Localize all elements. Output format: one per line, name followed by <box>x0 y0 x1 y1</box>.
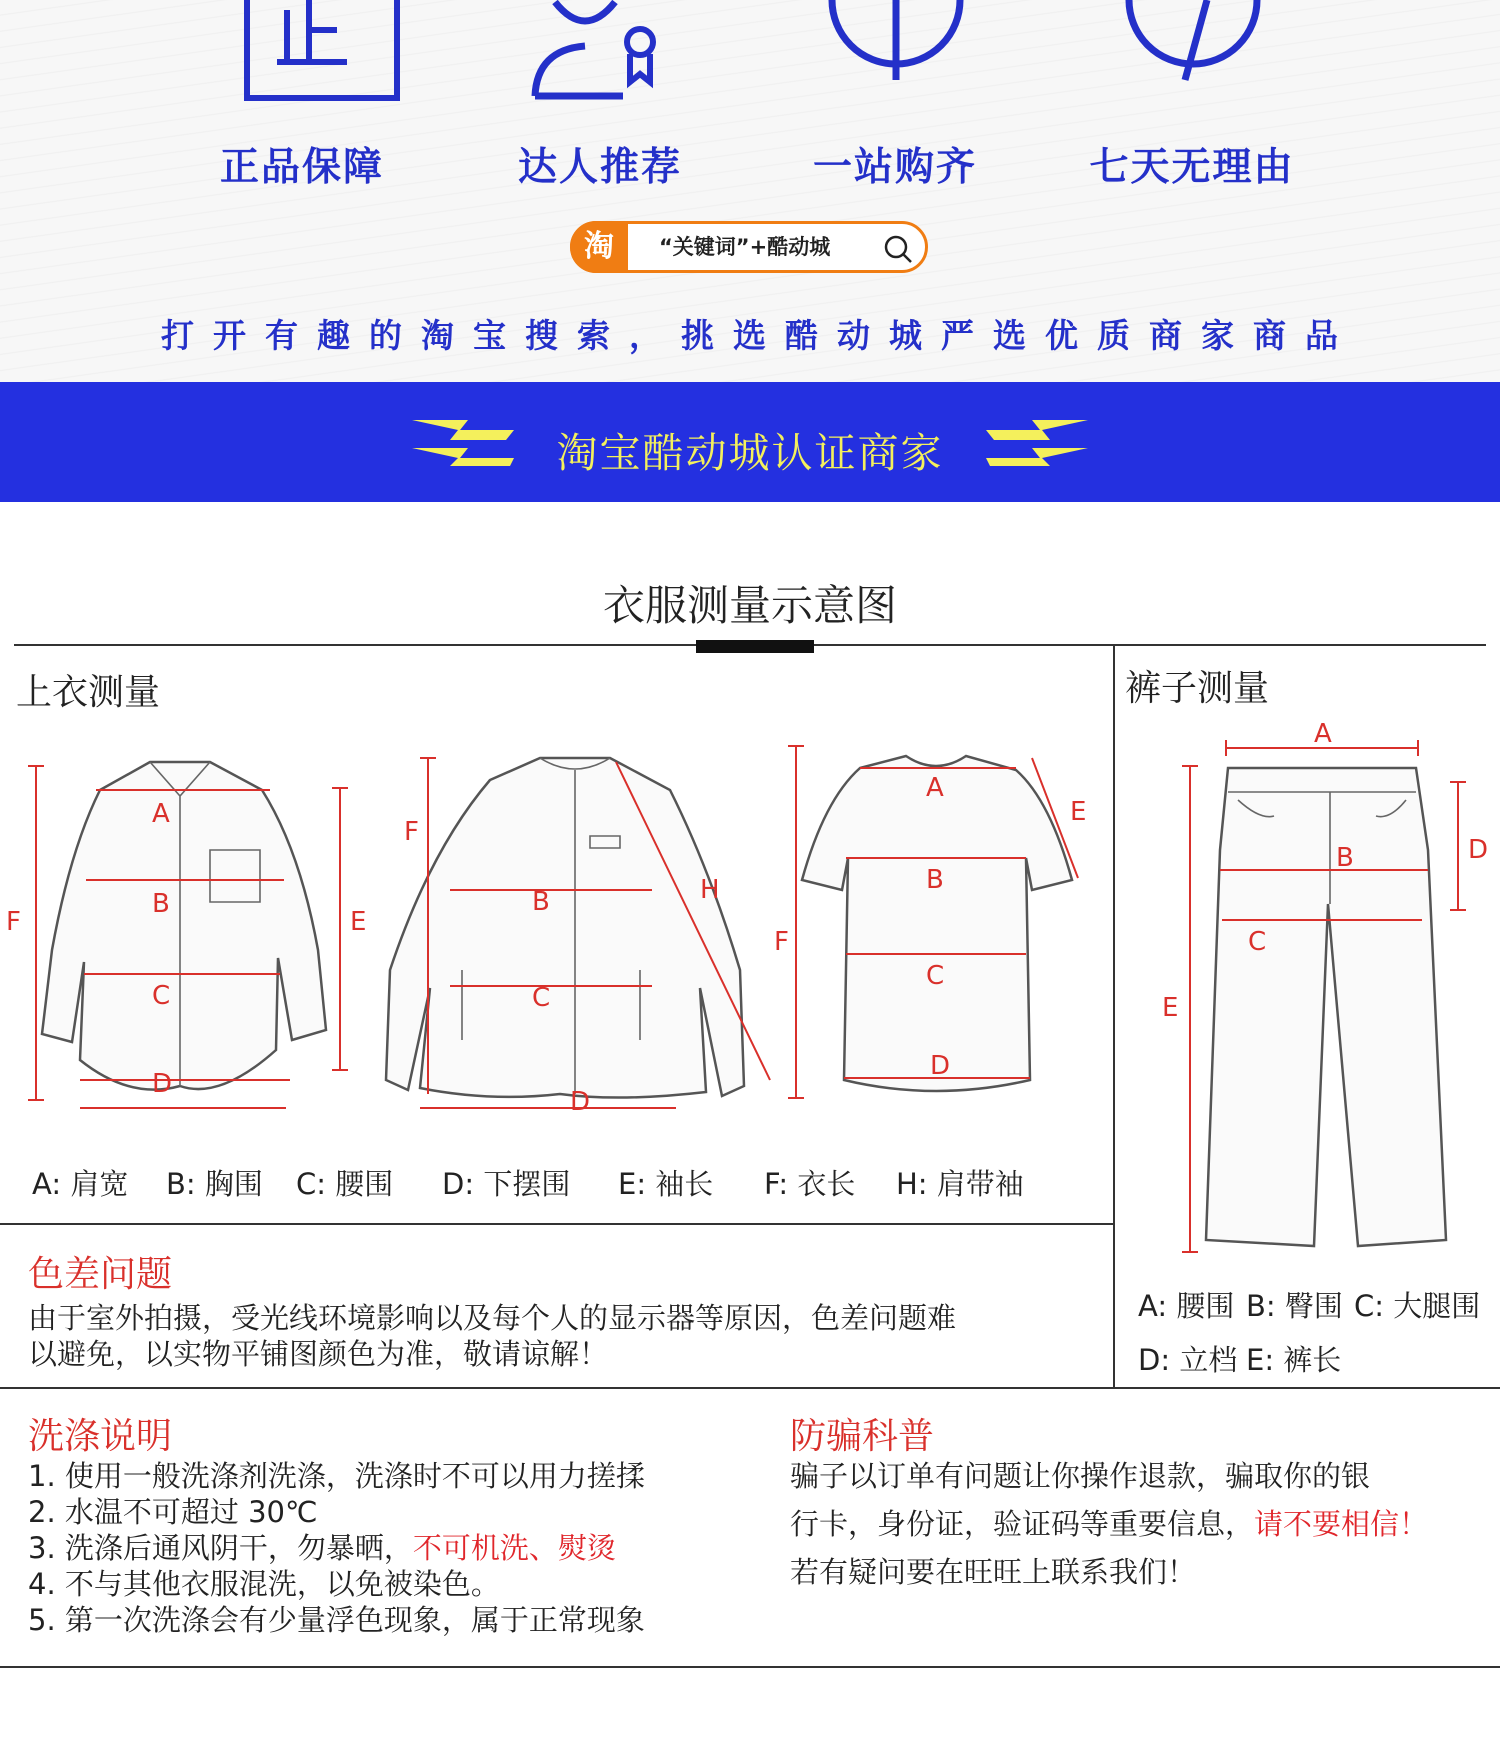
mark-a: A <box>1314 719 1332 749</box>
banner-title: 淘宝酷动城认证商家 <box>556 429 944 477</box>
pants-diagram <box>1150 720 1500 1260</box>
feature-label: 达人推荐 <box>517 145 682 190</box>
top-legend-d: D: 下摆围 <box>442 1167 571 1201</box>
mark-d: D <box>930 1051 951 1081</box>
top-measure-title: 上衣测量 <box>16 672 161 713</box>
divider <box>0 1666 1500 1668</box>
mark-c: C <box>532 983 551 1013</box>
top-legend-f: F: 衣长 <box>764 1167 856 1201</box>
wash-item: 5. 第一次洗涤会有少量浮色现象，属于正常现象 <box>28 1603 645 1637</box>
feature-label: 正品保障 <box>219 145 384 190</box>
mark-b: B <box>532 887 550 917</box>
wash-item-text: 3. 洗涤后通风阴干，勿暴晒， <box>28 1531 413 1565</box>
mark-f: F <box>774 927 789 957</box>
top-legend-b: B: 胸围 <box>166 1167 263 1201</box>
taobao-search-hint <box>570 221 928 273</box>
mark-h: H <box>700 875 720 905</box>
mark-e: E <box>1070 797 1087 827</box>
color-note-line: 以避免，以实物平铺图颜色为准，敬请谅解！ <box>28 1337 609 1371</box>
user-award-icon <box>515 0 685 110</box>
pants-legend-a: A: 腰围 <box>1138 1289 1235 1323</box>
wash-title: 洗涤说明 <box>28 1416 173 1457</box>
search-icon <box>883 234 913 264</box>
mark-e: E <box>350 907 367 937</box>
taobao-badge: 淘 <box>570 221 628 273</box>
wash-warning: 不可机洗、熨烫 <box>412 1531 616 1565</box>
divider <box>0 1223 1113 1225</box>
wash-item: 1. 使用一般洗涤剂洗涤，洗涤时不可以用力搓揉 <box>28 1459 645 1493</box>
top-legend-a: A: 肩宽 <box>32 1167 129 1201</box>
feature-authentic <box>172 0 432 190</box>
mark-c: C <box>152 981 171 1011</box>
feature-recommend <box>470 0 730 190</box>
mark-b: B <box>152 889 170 919</box>
feature-label: 一站购齐 <box>812 145 977 190</box>
lightning-right-icon <box>980 412 1090 472</box>
measurement-title: 衣服测量示意图 <box>602 581 897 630</box>
pants-legend-c: C: 大腿围 <box>1354 1289 1481 1323</box>
fraud-line <box>790 1506 1428 1542</box>
fraud-warning: 请不要相信！ <box>1254 1507 1429 1541</box>
mark-c: C <box>926 961 945 991</box>
fraud-line: 骗子以订单有问题让你操作退款，骗取你的银 <box>790 1459 1371 1493</box>
feature-one-stop <box>765 0 1025 190</box>
color-note-line: 由于室外拍摄，受光线环境影响以及每个人的显示器等原因，色差问题难 <box>28 1301 957 1335</box>
pants-measure-title: 裤子测量 <box>1125 668 1270 709</box>
mark-e: E <box>1162 993 1179 1023</box>
tshirt-diagram <box>774 740 1100 1110</box>
feature-seven-days <box>1062 0 1322 190</box>
feature-area <box>0 0 1500 382</box>
tagline: 打开有趣的淘宝搜索，挑选酷动城严选优质商家商品 <box>161 316 1357 355</box>
shirt-diagram <box>0 730 367 1120</box>
wash-item: 2. 水温不可超过 30℃ <box>28 1495 318 1529</box>
clock-icon <box>810 0 980 110</box>
mark-d: D <box>570 1087 591 1117</box>
wash-item: 4. 不与其他衣服混洗，以免被染色。 <box>28 1567 500 1601</box>
pants-legend-e: E: 裤长 <box>1246 1343 1342 1377</box>
top-legend-e: E: 袖长 <box>618 1167 714 1201</box>
mark-b: B <box>1336 843 1354 873</box>
mark-b: B <box>926 865 944 895</box>
mark-a: A <box>152 799 170 829</box>
jacket-diagram <box>380 740 780 1120</box>
pants-legend-b: B: 臀围 <box>1246 1289 1343 1323</box>
fraud-line: 若有疑问要在旺旺上联系我们！ <box>790 1555 1197 1589</box>
mark-d: D <box>152 1069 173 1099</box>
mark-f: F <box>6 907 21 937</box>
top-legend-c: C: 腰围 <box>296 1167 394 1201</box>
clock-slash-icon <box>1107 0 1277 110</box>
feature-label: 七天无理由 <box>1089 145 1295 190</box>
fraud-title: 防骗科普 <box>790 1416 935 1457</box>
divider <box>0 1387 1500 1389</box>
pants-legend-d: D: 立档 <box>1138 1343 1238 1377</box>
fraud-line-text: 行卡，身份证，验证码等重要信息， <box>790 1507 1255 1541</box>
book-icon <box>217 0 387 110</box>
certified-banner <box>0 382 1500 502</box>
mark-a: A <box>926 773 944 803</box>
wash-item <box>28 1530 616 1566</box>
search-keyword: “关键词”+酷动城 <box>659 235 831 259</box>
mark-c: C <box>1248 927 1267 957</box>
color-note-title: 色差问题 <box>28 1254 173 1295</box>
top-legend-h: H: 肩带袖 <box>896 1167 1024 1201</box>
title-underline <box>696 640 814 653</box>
divider <box>1113 646 1115 1388</box>
mark-d: D <box>1468 835 1489 865</box>
mark-f: F <box>404 817 419 847</box>
